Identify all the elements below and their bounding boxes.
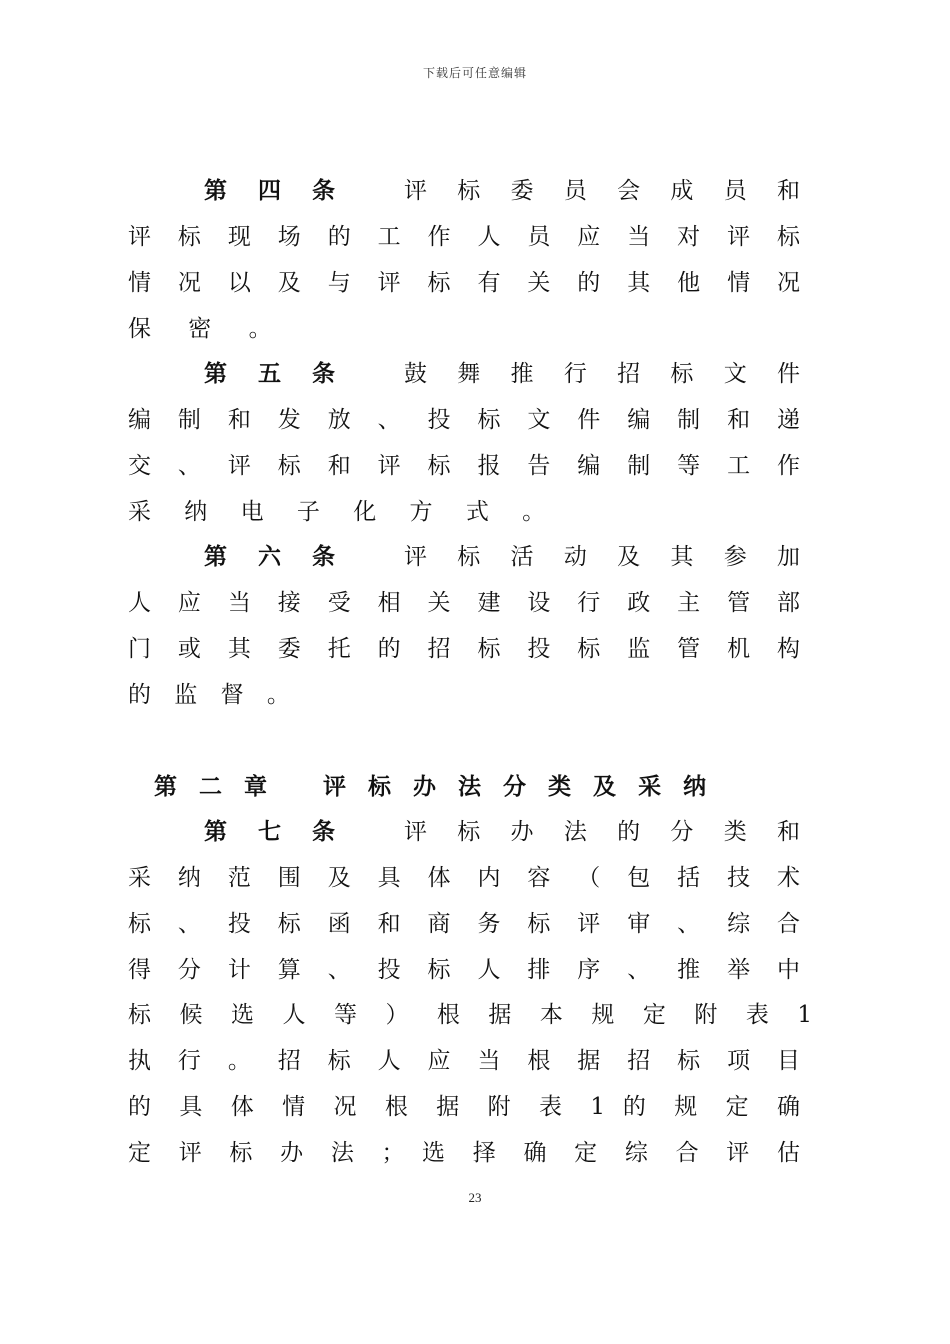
article-7-line-6: 执 行 。 招 标 人 应 当 根 据 招 标 项 目 bbox=[128, 1048, 800, 1074]
article-7-line-3: 标 、 投 标 函 和 商 务 标 评 审 、 综 合 bbox=[128, 911, 800, 937]
page-number: 23 bbox=[468, 1190, 482, 1205]
article-7-line-8: 定 评 标 办 法 ； 选 择 确 定 综 合 评 估 bbox=[128, 1140, 800, 1166]
chapter-2-heading bbox=[154, 770, 774, 804]
article-5-text-1: 鼓 舞 推 行 招 标 文 件 bbox=[392, 361, 800, 387]
article-6-line-4: 的 监 督 。 bbox=[128, 682, 290, 708]
article-4-line-2: 评 标 现 场 的 工 作 人 员 应 当 对 评 标 bbox=[128, 224, 800, 250]
article-7-line-1 bbox=[204, 815, 800, 849]
article-6-text-1: 评 标 活 动 及 其 参 加 bbox=[392, 544, 800, 570]
article-5-line-3: 交 、 评 标 和 评 标 报 告 编 制 等 工 作 bbox=[128, 453, 800, 479]
article-6-label: 第 六 条 bbox=[204, 543, 347, 570]
article-4-line-1 bbox=[204, 174, 800, 208]
article-4-text-1: 评 标 委 员 会 成 员 和 bbox=[392, 178, 800, 204]
article-4-line-4: 保 密 。 bbox=[128, 316, 272, 342]
article-6-line-1 bbox=[204, 540, 800, 574]
article-7-line-7: 的 具 体 情 况 根 据 附 表 1 的 规 定 确 bbox=[128, 1094, 800, 1120]
article-7-text-1: 评 标 办 法 的 分 类 和 bbox=[392, 819, 800, 845]
article-5-label: 第 五 条 bbox=[204, 360, 347, 387]
article-7-line-5: 标 候 选 人 等 ） 根 据 本 规 定 附 表 1 bbox=[128, 1002, 812, 1028]
article-6-line-3: 门 或 其 委 托 的 招 标 投 标 监 管 机 构 bbox=[128, 636, 800, 662]
article-5-line-2: 编 制 和 发 放 、 投 标 文 件 编 制 和 递 bbox=[128, 407, 800, 433]
article-5-line-4: 采 纳 电 子 化 方 式 。 bbox=[128, 499, 546, 525]
article-7-line-2: 采 纳 范 围 及 具 体 内 容 （ 包 括 技 术 bbox=[128, 865, 800, 891]
page-header: 下载后可任意编辑 bbox=[422, 66, 527, 80]
article-4-label: 第 四 条 bbox=[204, 177, 347, 204]
article-7-line-4: 得 分 计 算 、 投 标 人 排 序 、 推 举 中 bbox=[128, 957, 800, 983]
article-4-line-3: 情 况 以 及 与 评 标 有 关 的 其 他 情 况 bbox=[128, 270, 800, 296]
article-5-line-1 bbox=[204, 357, 800, 391]
chapter-2-title: 评 标 办 法 分 类 及 采 纳 bbox=[323, 773, 707, 800]
chapter-2-label: 第 二 章 bbox=[154, 773, 268, 800]
article-6-line-2: 人 应 当 接 受 相 关 建 设 行 政 主 管 部 bbox=[128, 590, 800, 616]
article-7-label: 第 七 条 bbox=[204, 818, 347, 845]
